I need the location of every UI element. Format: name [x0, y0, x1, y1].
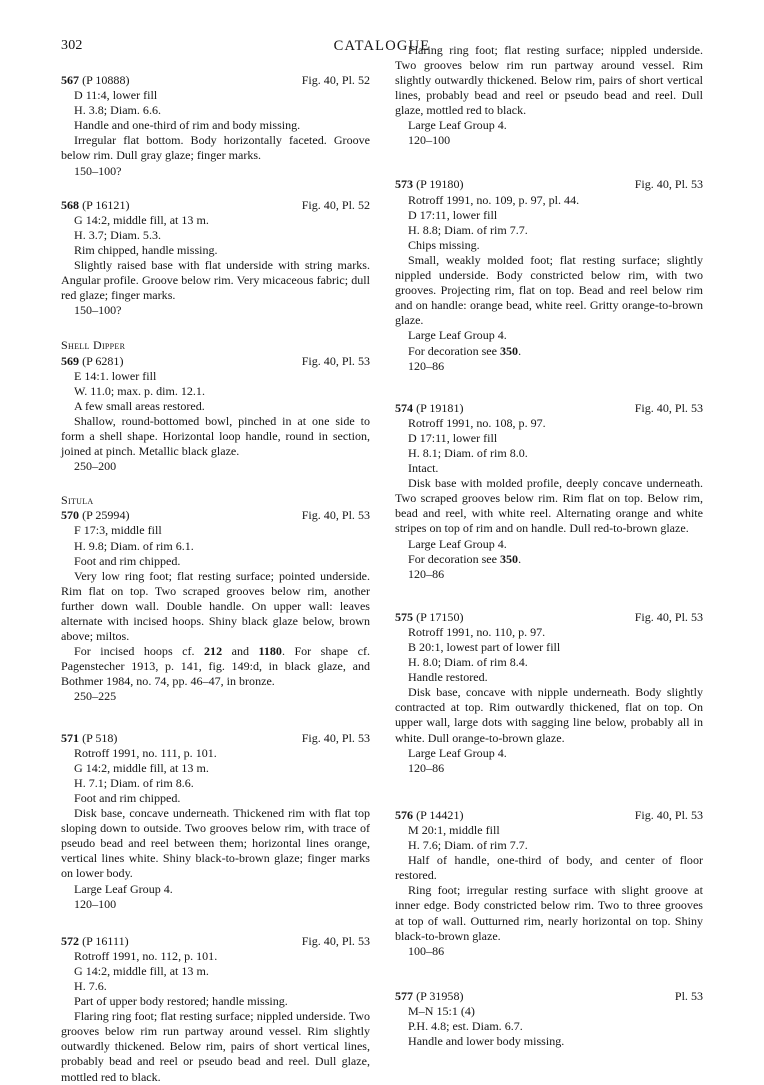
- decoration-text: For decoration see: [408, 551, 500, 566]
- inventory-number: (P 25994): [79, 508, 130, 523]
- bibliography-line: Rotroff 1991, no. 108, p. 97.: [408, 415, 546, 430]
- condition-paragraph: Half of handle, one-third of body, and center of floor restored.: [395, 853, 703, 883]
- date-line: 120–86: [408, 760, 445, 775]
- entry-heading: [61, 731, 370, 746]
- left-column: [61, 73, 370, 1084]
- bibliography-line: Rotroff 1991, no. 110, p. 97.: [408, 624, 546, 639]
- deposit-line: D 11:4, lower fill: [74, 88, 158, 103]
- entry-number: 574: [395, 400, 414, 415]
- decoration-line: [395, 344, 703, 359]
- catalogue-entry-576: [395, 808, 703, 959]
- section-heading-situla: Situla: [61, 493, 94, 508]
- deposit-line: G 14:2, middle fill, at 13 m.: [74, 760, 209, 775]
- deposit-line: M 20:1, middle fill: [408, 822, 500, 837]
- entry-number: 575: [395, 609, 414, 624]
- comparanda-paragraph: [61, 644, 370, 689]
- deposit-line: B 20:1, lowest part of lower fill: [408, 640, 561, 655]
- deposit-line: D 17:11, lower fill: [408, 430, 498, 445]
- entry-number: 577: [395, 988, 414, 1003]
- entry-number: 567: [61, 73, 80, 87]
- catalogue-entry-573: [395, 177, 703, 373]
- dimensions-line: H. 3.8; Diam. 6.6.: [74, 103, 161, 118]
- inventory-number: (P 17150): [413, 609, 464, 624]
- figure-plate-reference: Fig. 40, Pl. 53: [301, 508, 370, 523]
- entry-heading: [395, 989, 703, 1004]
- condition-line: Handle and one-third of rim and body missing.: [74, 118, 301, 133]
- condition-line: Intact.: [408, 461, 439, 476]
- decoration-text: For decoration see: [408, 343, 500, 358]
- dimensions-line: H. 3.7; Diam. 5.3.: [74, 227, 161, 242]
- right-column: [395, 42, 703, 1049]
- entry-number: 576: [395, 807, 414, 822]
- figure-plate-reference: Fig. 40, Pl. 52: [301, 73, 370, 87]
- catalogue-entry-569: [61, 354, 370, 475]
- date-line: 150–100?: [74, 303, 122, 318]
- entry-number: 569: [61, 353, 80, 368]
- decoration-text: .: [518, 551, 522, 566]
- deposit-line: E 14:1. lower fill: [74, 368, 157, 383]
- catalogue-entry-568: [61, 198, 370, 319]
- deposit-line: G 14:2, middle fill, at 13 m.: [74, 963, 209, 978]
- date-line: 150–100?: [74, 163, 122, 178]
- description-paragraph: Shallow, round-bottomed bowl, pinched in at one side to form a shell shape. Horizontal loop handle, round in section, joined at pinch. Metallic black glaze.: [61, 413, 370, 459]
- deposit-line: M–N 15:1 (4): [408, 1003, 475, 1018]
- figure-plate-reference: Fig. 40, Pl. 53: [634, 177, 703, 192]
- entry-heading: [61, 354, 370, 369]
- date-line: 120–86: [408, 566, 445, 581]
- inventory-number: (P 31958): [413, 988, 464, 1003]
- catalogue-entry-577: [395, 989, 703, 1049]
- group-line: Large Leaf Group 4.: [408, 328, 507, 343]
- inventory-number: (P 518): [79, 730, 118, 745]
- dimensions-line: H. 7.6.: [74, 978, 107, 993]
- inventory-number: (P 14421): [413, 807, 464, 822]
- inventory-number: (P 10888): [79, 73, 130, 87]
- description-paragraph-start: [61, 1009, 370, 1084]
- group-line: Large Leaf Group 4.: [408, 118, 507, 133]
- description-paragraph: Disk base, concave with nipple underneath. Body slightly contracted at top. Rim outwardly thickened, flat on top. On upper wall, large dots with sagging line below, probably all in white. Dull orange-to-brown glaze.: [395, 685, 703, 745]
- group-line: Large Leaf Group 4.: [408, 536, 507, 551]
- group-line: Large Leaf Group 4.: [74, 881, 173, 896]
- dimensions-line: H. 9.8; Diam. of rim 6.1.: [74, 538, 194, 553]
- dimensions-line: H. 8.8; Diam. of rim 7.7.: [408, 222, 528, 237]
- figure-plate-reference: Fig. 40, Pl. 53: [634, 400, 703, 415]
- description-paragraph: Small, weakly molded foot; flat resting surface; slightly nippled underside. Body constricted below rim, with two grooves. Projecting rim, flat on top. Bead and reel below rim and on handle: orange bead, white reel. Gritty orange-to-brown glaze.: [395, 252, 703, 328]
- figure-plate-reference: Fig. 40, Pl. 53: [634, 609, 703, 624]
- figure-plate-reference: Fig. 40, Pl. 53: [634, 807, 703, 822]
- entry-number: 570: [61, 508, 80, 523]
- inventory-number: (P 16121): [79, 197, 130, 212]
- bibliography-line: Rotroff 1991, no. 112, p. 101.: [74, 948, 218, 963]
- dimensions-line: H. 7.6; Diam. of rim 7.7.: [408, 838, 528, 853]
- catalogue-entry-574: [395, 401, 703, 582]
- deposit-line: F 17:3, middle fill: [74, 523, 162, 538]
- comparanda-text: and: [222, 644, 259, 659]
- dimensions-line: W. 11.0; max. p. dim. 12.1.: [74, 383, 205, 398]
- deposit-line: D 17:11, lower fill: [408, 207, 498, 222]
- description-paragraph: Irregular flat bottom. Body horizontally faceted. Groove below rim. Dull gray glaze; finger marks.: [61, 133, 370, 163]
- catalogue-entry-571: [61, 731, 370, 912]
- catalogue-entry-570: [61, 508, 370, 704]
- entry-number: 573: [395, 177, 414, 192]
- condition-line: Foot and rim chipped.: [74, 553, 181, 568]
- description-paragraph: Ring foot; irregular resting surface with slight groove at inner edge. Body constricted below rim. Two to three grooves at top of wall. Outturned rim, nearly horizontal on top. Shiny black-to-brown glaze.: [395, 883, 703, 943]
- condition-line: Handle and lower body missing.: [408, 1034, 565, 1049]
- inventory-number: (P 19180): [413, 177, 464, 192]
- entry-heading: [395, 610, 703, 625]
- dimensions-line: H. 8.1; Diam. of rim 8.0.: [408, 445, 528, 460]
- inventory-number: (P 16111): [79, 933, 129, 948]
- entry-number: 572: [61, 933, 80, 948]
- figure-plate-reference: Fig. 40, Pl. 53: [301, 353, 370, 368]
- date-line: 100–86: [408, 943, 445, 958]
- date-line: 120–100: [74, 896, 117, 911]
- entry-number: 571: [61, 730, 80, 745]
- entry-number: 568: [61, 197, 80, 212]
- cross-reference: 1180: [258, 644, 282, 659]
- page-number: 302: [61, 38, 83, 53]
- condition-line: Foot and rim chipped.: [74, 790, 181, 805]
- deposit-line: G 14:2, middle fill, at 13 m.: [74, 212, 209, 227]
- date-line: 250–225: [74, 689, 117, 704]
- description-paragraph: Very low ring foot; flat resting surface; pointed underside. Rim flat on top. Two scraped grooves below rim, another further down wall. Double handle. On upper wall: leaves alternate with incised hoops. Shiny black glaze below, brown above; miltos.: [61, 568, 370, 644]
- dimensions-line: P.H. 4.8; est. Diam. 6.7.: [408, 1018, 523, 1033]
- entry-heading: [61, 508, 370, 523]
- condition-line: Chips missing.: [408, 237, 480, 252]
- entry-heading: [395, 177, 703, 192]
- comparanda-text: For incised hoops cf.: [74, 644, 205, 659]
- cross-reference: 212: [204, 644, 223, 659]
- entry-heading: [395, 401, 703, 416]
- entry-heading: [61, 934, 370, 949]
- condition-line: Handle restored.: [408, 670, 488, 685]
- inventory-number: (P 6281): [79, 353, 124, 368]
- bibliography-line: Rotroff 1991, no. 111, p. 101.: [74, 745, 217, 760]
- decoration-text: .: [518, 343, 522, 358]
- description-paragraph-continued: [395, 42, 703, 118]
- decoration-line: [395, 552, 703, 567]
- section-heading-shell-dipper: Shell Dipper: [61, 338, 126, 353]
- cross-reference: 350: [500, 551, 519, 566]
- condition-line: Rim chipped, handle missing.: [74, 242, 218, 257]
- description-paragraph: Disk base, concave underneath. Thickened rim with flat top sloping down to outside. Two grooves below rim, with trace of pseudo bead and reel between them; horizontal lines orange, vertical lines white. Shiny black-to-brown glaze; finger marks on lower body.: [61, 806, 370, 881]
- comparanda-text: . For shape cf. Pagenstecher 1913, p. 141, fig. 149:d, in black glaze, and Bothmer 1984, no. 74, pp. 46–47, in bronze.: [61, 644, 370, 689]
- cross-reference: 350: [500, 343, 519, 358]
- catalogue-entry-572-continued: [395, 42, 703, 148]
- description-text: Flaring ring foot; flat resting surface; nippled underside. Two grooves below rim run partway around vessel. Rim slightly outwardly thickened. Below rim, pairs of short vertical lines, probably bead and reel or pseudo bead and reel. Dull glaze, mottled red to black.: [61, 1009, 370, 1084]
- catalogue-entry-567: [61, 73, 370, 179]
- entry-heading: [61, 198, 370, 213]
- description-paragraph: Slightly raised base with flat underside with string marks. Angular profile. Groove below rim. Very micaceous fabric; dull red glaze; finger marks.: [61, 258, 370, 303]
- dimensions-line: H. 7.1; Diam. of rim 8.6.: [74, 775, 194, 790]
- entry-heading: [395, 808, 703, 823]
- catalogue-entry-572: [61, 933, 370, 1084]
- figure-plate-reference: Fig. 40, Pl. 52: [301, 197, 370, 212]
- running-title: CATALOGUE: [333, 38, 431, 54]
- figure-plate-reference: Fig. 40, Pl. 53: [301, 730, 370, 745]
- inventory-number: (P 19181): [413, 400, 464, 415]
- date-line: 250–200: [74, 459, 117, 474]
- catalogue-entry-575: [395, 610, 703, 776]
- group-line: Large Leaf Group 4.: [408, 745, 507, 760]
- description-text: Flaring ring foot; flat resting surface; nippled underside. Two grooves below rim run partway around vessel. Rim slightly outwardly thickened. Below rim, pairs of short vertical lines, probably bead and reel or pseudo bead and reel. Dull glaze, mottled red to black.: [395, 42, 703, 118]
- dimensions-line: H. 8.0; Diam. of rim 8.4.: [408, 655, 528, 670]
- figure-plate-reference: Pl. 53: [674, 988, 703, 1003]
- date-line: 120–86: [408, 358, 445, 373]
- condition-line: Part of upper body restored; handle missing.: [74, 994, 288, 1009]
- condition-line: A few small areas restored.: [74, 398, 205, 413]
- entry-heading: [61, 73, 370, 88]
- description-paragraph: Disk base with molded profile, deeply concave underneath. Two scraped grooves below rim. Rim flat on top. Below rim, bead and reel, with white reel. Alternating orange and white stripes on top of rim and on handle. Dull red-to-brown glaze.: [395, 476, 703, 536]
- figure-plate-reference: Fig. 40, Pl. 53: [301, 933, 370, 948]
- date-line: 120–100: [408, 133, 451, 148]
- bibliography-line: Rotroff 1991, no. 109, p. 97, pl. 44.: [408, 192, 580, 207]
